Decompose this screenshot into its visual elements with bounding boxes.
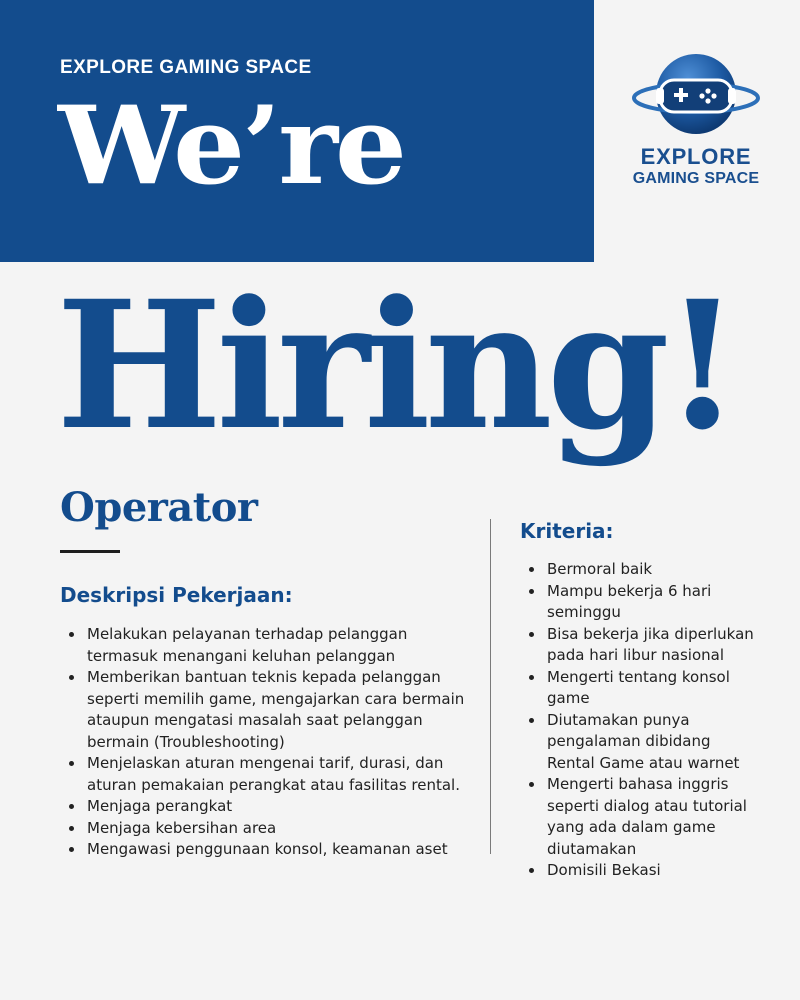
role-title: Operator <box>60 484 258 531</box>
logo-text-line2: GAMING SPACE <box>632 170 760 187</box>
list-item: Bermoral baik <box>520 559 760 581</box>
brand-logo <box>606 48 786 198</box>
column-divider <box>490 519 491 854</box>
headline-hiring: Hiring! <box>56 262 736 469</box>
list-item: Menjelaskan aturan mengenai tarif, durasi, dan aturan pemakaian perangkat atau fasilitas rental. <box>60 753 480 796</box>
criteria-list <box>520 559 760 882</box>
list-item: Menjaga kebersihan area <box>60 818 480 840</box>
list-item: Mengerti tentang konsol game <box>520 667 760 710</box>
list-item: Menjaga perangkat <box>60 796 480 818</box>
list-item: Melakukan pelayanan terhadap pelanggan termasuk menangani keluhan pelanggan <box>60 624 480 667</box>
logo-text-line1: EXPLORE <box>640 144 752 169</box>
description-heading: Deskripsi Pekerjaan: <box>60 583 293 607</box>
list-item: Bisa bekerja jika diperlukan pada hari libur nasional <box>520 624 760 667</box>
criteria-heading: Kriteria: <box>520 519 614 543</box>
brand-label: EXPLORE GAMING SPACE <box>60 57 312 78</box>
role-underline <box>60 550 120 553</box>
description-list <box>60 624 480 861</box>
list-item: Mengawasi penggunaan konsol, keamanan aset <box>60 839 480 861</box>
list-item: Mampu bekerja 6 hari seminggu <box>520 581 760 624</box>
list-item: Domisili Bekasi <box>520 860 760 882</box>
headline-were: We’re <box>58 83 404 209</box>
list-item: Mengerti bahasa inggris seperti dialog atau tutorial yang ada dalam game diutamakan <box>520 774 760 860</box>
list-item: Diutamakan punya pengalaman dibidang Rental Game atau warnet <box>520 710 760 775</box>
vr-headset-gamepad-icon <box>630 48 762 144</box>
list-item: Memberikan bantuan teknis kepada pelanggan seperti memilih game, mengajarkan cara bermain ataupun mengatasi masalah saat pelanggan bermain (Troubleshooting) <box>60 667 480 753</box>
